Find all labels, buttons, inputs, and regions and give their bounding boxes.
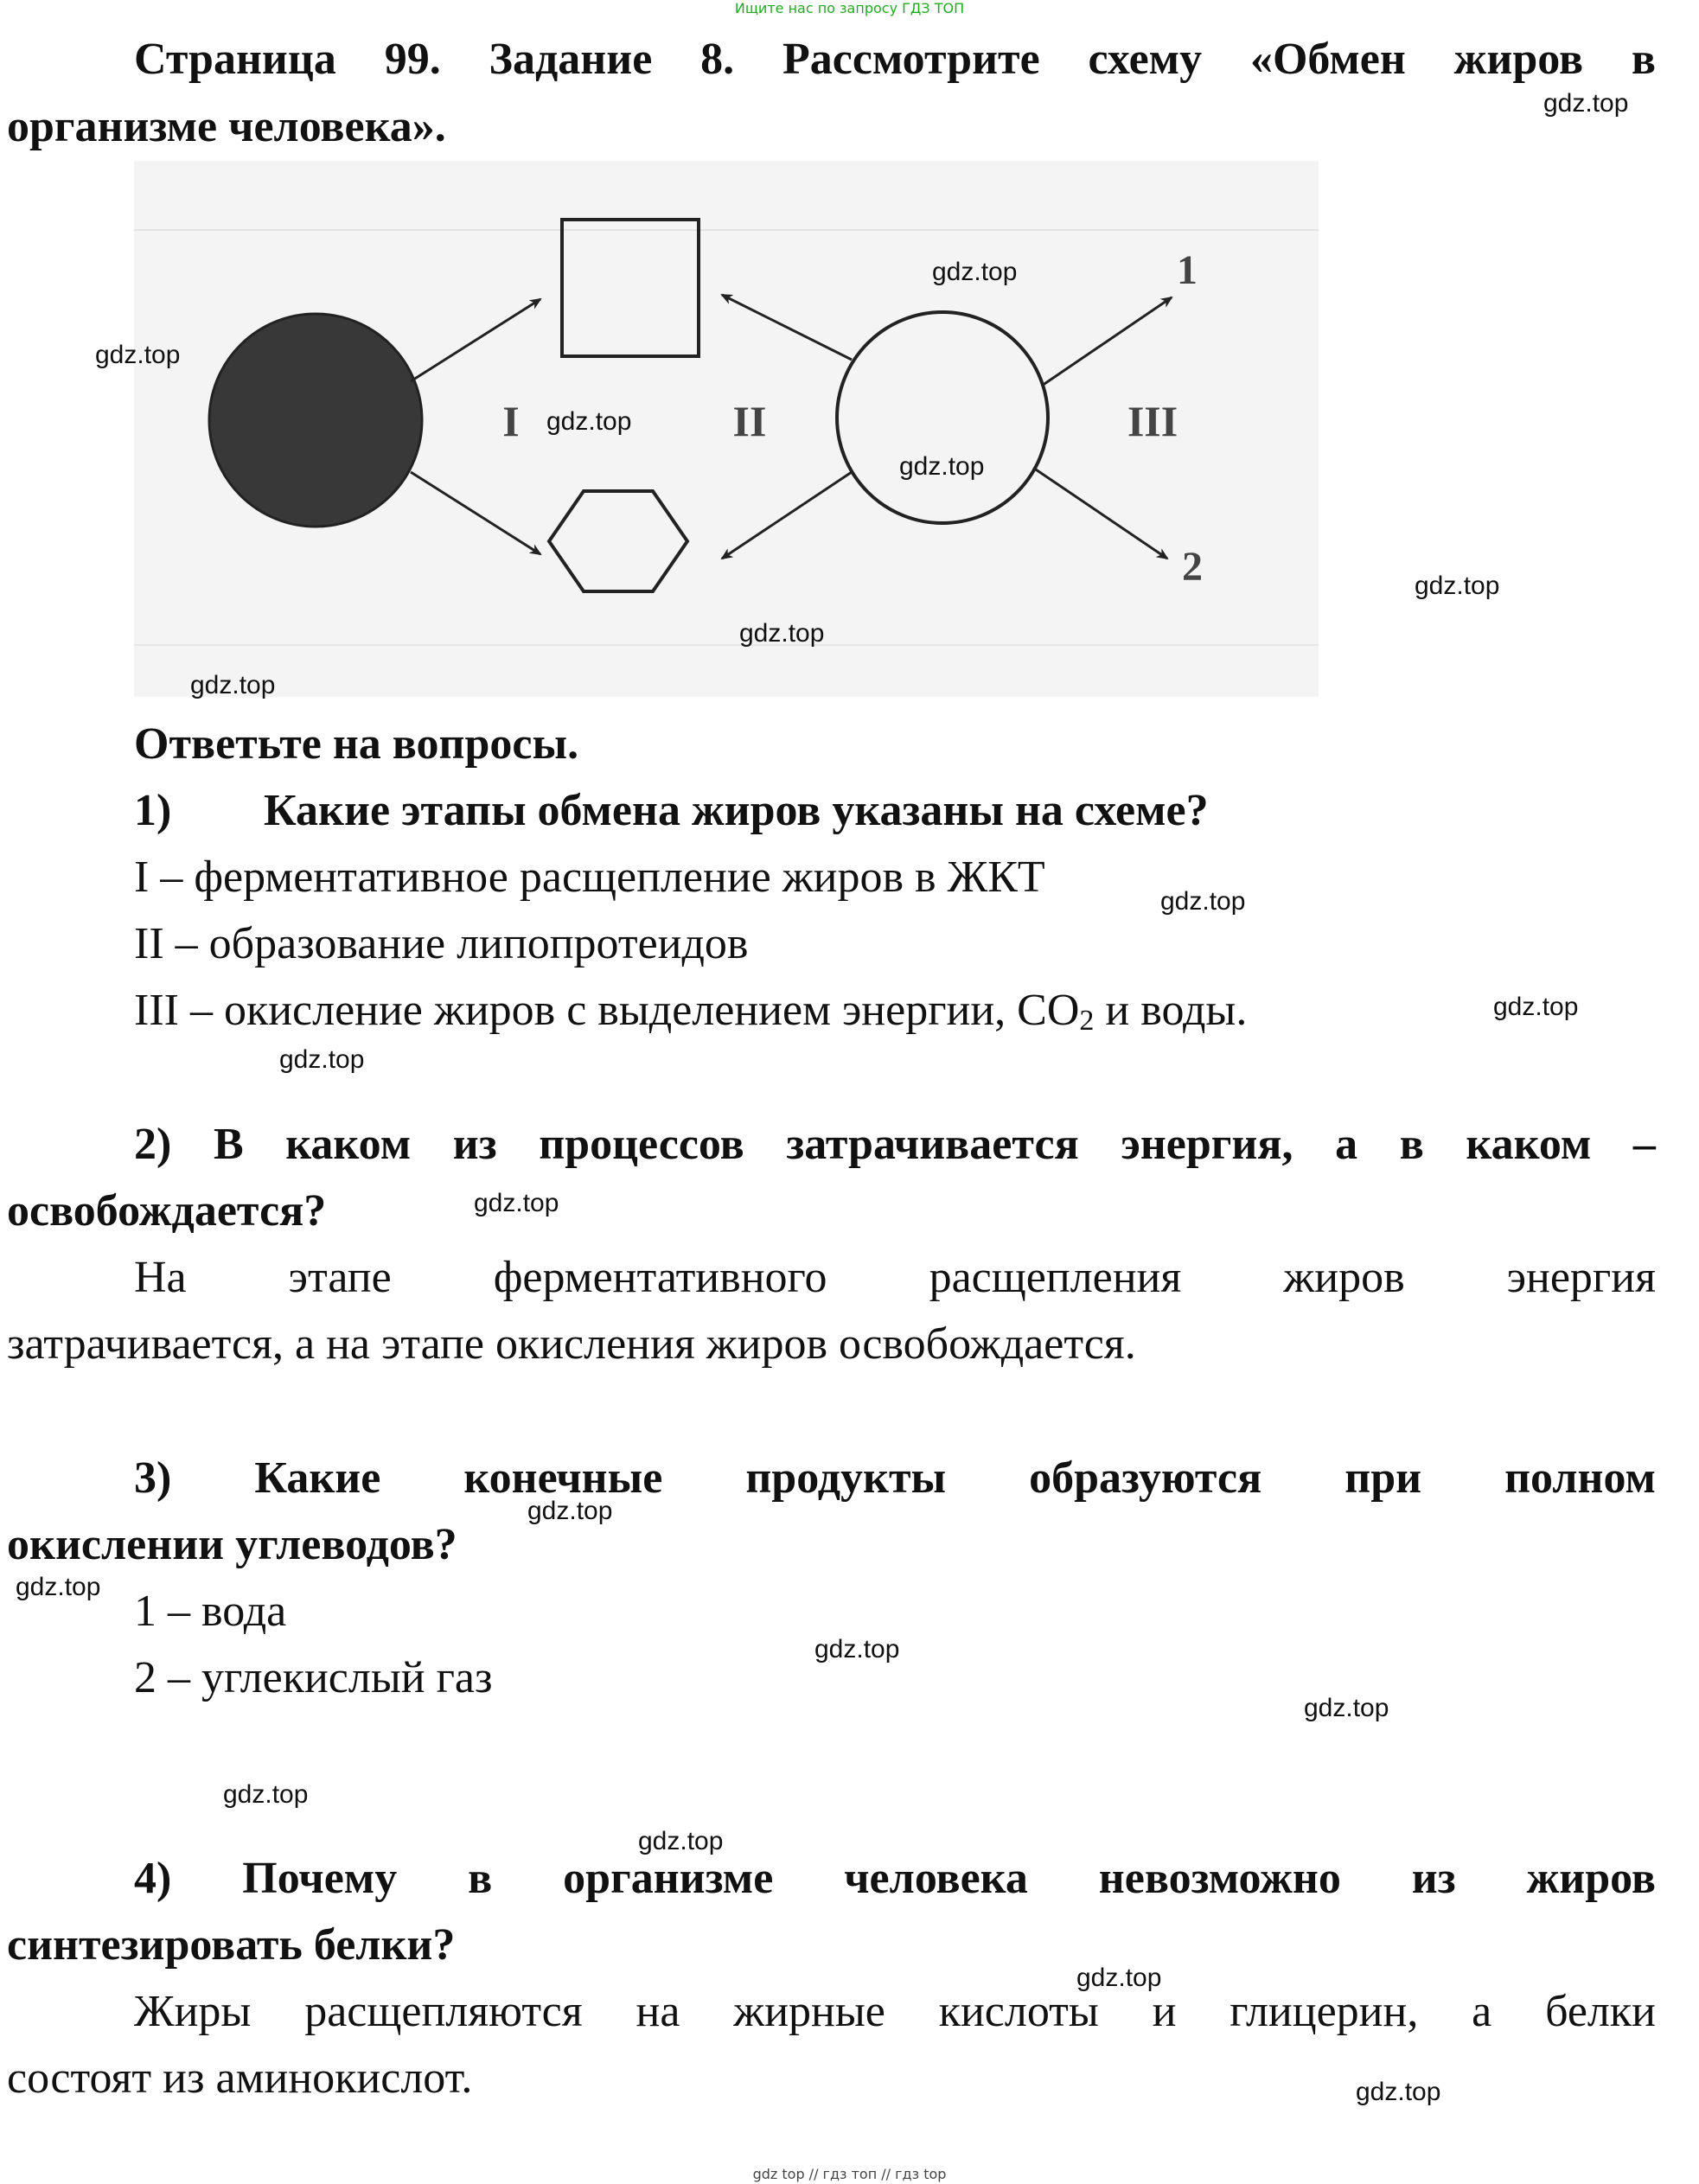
q2-question-line1 — [134, 1111, 1656, 1178]
arrow-to-product-1 — [1042, 297, 1172, 386]
watermark: gdz.top — [95, 341, 181, 369]
bottom-banner[interactable]: gdz top // гдз топ // гдз top — [752, 2166, 947, 2182]
watermark: gdz.top — [1415, 572, 1500, 600]
title-word: 8. — [700, 35, 735, 84]
product-label-1: 1 — [1177, 247, 1198, 293]
q2-word: 2) — [134, 1120, 172, 1169]
watermark: gdz.top — [223, 1780, 309, 1809]
q3-answer-2: 2 – углекислый газ — [134, 1653, 493, 1702]
q1-answer-1: I – ферментативное расщепление жиров в ЖКТ — [134, 853, 1045, 902]
q4-answer-word: на — [636, 1987, 680, 2036]
watermark: gdz.top — [932, 258, 1018, 286]
arrow-from-circle-to-square — [722, 295, 852, 360]
q3-question-line1 — [134, 1445, 1656, 1512]
fat-metabolism-diagram — [134, 161, 1319, 697]
q2-word: – — [1632, 1120, 1656, 1169]
watermark: gdz.top — [739, 619, 825, 648]
q4-answer-word: кислоты — [938, 1987, 1099, 2036]
watermark: gdz.top — [527, 1497, 613, 1525]
q3-word: при — [1345, 1453, 1422, 1503]
q4-answer-word: расщепляются — [304, 1987, 583, 2036]
q2-word: затрачивается — [786, 1120, 1079, 1169]
open-circle — [837, 312, 1048, 523]
q2-answer-line2: затрачивается, а на этапе окисления жиров освобождается. — [7, 1319, 1136, 1369]
q2-answer-word: этапе — [288, 1253, 392, 1302]
q4-question-line1 — [134, 1845, 1656, 1913]
q2-word: каком — [285, 1120, 412, 1169]
arrow-from-circle-to-hexagon — [722, 472, 852, 559]
q3-word: Какие — [254, 1453, 381, 1503]
q4-word: организме — [563, 1854, 774, 1903]
q2-word: из — [452, 1120, 497, 1169]
q4-word: человека — [844, 1854, 1028, 1903]
watermark: gdz.top — [1493, 993, 1579, 1021]
diagram-svg — [134, 161, 1319, 697]
top-banner[interactable]: Ищите нас по запросу ГДЗ ТОП — [734, 0, 965, 16]
task-title-line2: организме человека». — [7, 102, 446, 151]
fat-filled-circle — [209, 314, 422, 527]
q4-question-line2: синтезировать белки? — [7, 1920, 456, 1970]
title-word: Рассмотрите — [782, 35, 1040, 84]
stage-label-II: II — [732, 397, 767, 445]
q3-word: полном — [1504, 1453, 1656, 1503]
q4-answer-word: и — [1152, 1987, 1177, 2036]
title-word: Задание — [489, 35, 653, 84]
watermark: gdz.top — [16, 1573, 101, 1601]
title-word: 99. — [384, 35, 441, 84]
q4-answer-word: а — [1472, 1987, 1492, 2036]
title-word: «Обмен — [1249, 35, 1406, 84]
q4-answer-word: белки — [1545, 1987, 1656, 2036]
title-word: жиров — [1453, 35, 1584, 84]
q2-word: каком — [1466, 1120, 1592, 1169]
q1-answer-3-text: III – окисление жиров с выделением энергии, СО — [134, 986, 1080, 1035]
q1-answer-3 — [134, 977, 1247, 1044]
questions-intro: Ответьте на вопросы. — [134, 719, 579, 769]
q4-answer-word: Жиры — [134, 1987, 252, 2036]
q4-word: невозможно — [1098, 1854, 1341, 1903]
q2-word: а — [1335, 1120, 1358, 1169]
watermark: gdz.top — [1160, 887, 1246, 916]
q4-word: Почему — [242, 1854, 398, 1903]
q3-word: 3) — [134, 1453, 172, 1503]
watermark: gdz.top — [474, 1189, 559, 1217]
q3-word: продукты — [745, 1453, 947, 1503]
watermark: gdz.top — [1356, 2078, 1441, 2106]
title-word: схему — [1088, 35, 1203, 84]
q2-answer-line1 — [134, 1244, 1656, 1312]
q4-word: жиров — [1526, 1854, 1656, 1903]
q4-word: 4) — [134, 1854, 172, 1903]
square-shape — [562, 220, 699, 356]
q4-answer-word: жирные — [733, 1987, 885, 2036]
q2-word: в — [1399, 1120, 1424, 1169]
watermark: gdz.top — [1304, 1694, 1389, 1722]
q2-question-line2: освобождается? — [7, 1186, 327, 1236]
arrow-to-square — [411, 299, 540, 381]
q4-answer-word: глицерин, — [1230, 1987, 1419, 2036]
title-word: Страница — [134, 35, 336, 84]
stage-label-III: III — [1127, 397, 1178, 445]
q4-answer-line1 — [134, 1978, 1656, 2046]
title-word: в — [1631, 35, 1656, 84]
watermark: gdz.top — [899, 452, 985, 481]
q2-answer-word: ферментативного — [493, 1253, 827, 1302]
q3-word: образуются — [1029, 1453, 1262, 1503]
product-label-2: 2 — [1182, 544, 1203, 590]
arrow-to-product-2 — [1033, 468, 1167, 559]
q1-number: 1) — [134, 786, 172, 835]
stage-label-I: I — [502, 397, 520, 445]
watermark: gdz.top — [638, 1827, 724, 1855]
q2-answer-word: жиров — [1283, 1253, 1405, 1302]
watermark: gdz.top — [190, 671, 276, 699]
q4-word: в — [468, 1854, 493, 1903]
q4-answer-line2: состоят из аминокислот. — [7, 2053, 473, 2103]
arrow-to-hexagon — [411, 472, 540, 554]
q1-answer-2: II – образование липопротеидов — [134, 919, 749, 968]
watermark: gdz.top — [279, 1045, 365, 1074]
q2-answer-word: На — [134, 1253, 187, 1302]
watermark: gdz.top — [1543, 89, 1629, 118]
q2-word: процессов — [539, 1120, 744, 1169]
q3-question-line2: окислении углеводов? — [7, 1520, 457, 1569]
q1-question: Какие этапы обмена жиров указаны на схеме? — [264, 786, 1209, 835]
q2-word: В — [213, 1120, 244, 1169]
q3-word: конечные — [463, 1453, 663, 1503]
q2-word: энергия, — [1121, 1120, 1293, 1169]
watermark: gdz.top — [1076, 1964, 1162, 1992]
q3-answer-1: 1 – вода — [134, 1587, 287, 1636]
q2-answer-word: расщепления — [929, 1253, 1182, 1302]
q4-word: из — [1411, 1854, 1456, 1903]
q1-answer-3-end: и воды. — [1094, 986, 1248, 1035]
q2-answer-word: энергия — [1506, 1253, 1656, 1302]
hexagon-shape — [549, 491, 687, 591]
watermark: gdz.top — [546, 407, 632, 436]
task-title-line1 — [134, 26, 1656, 93]
q1-answer-3-subscript: 2 — [1079, 1005, 1095, 1037]
watermark: gdz.top — [814, 1635, 900, 1664]
